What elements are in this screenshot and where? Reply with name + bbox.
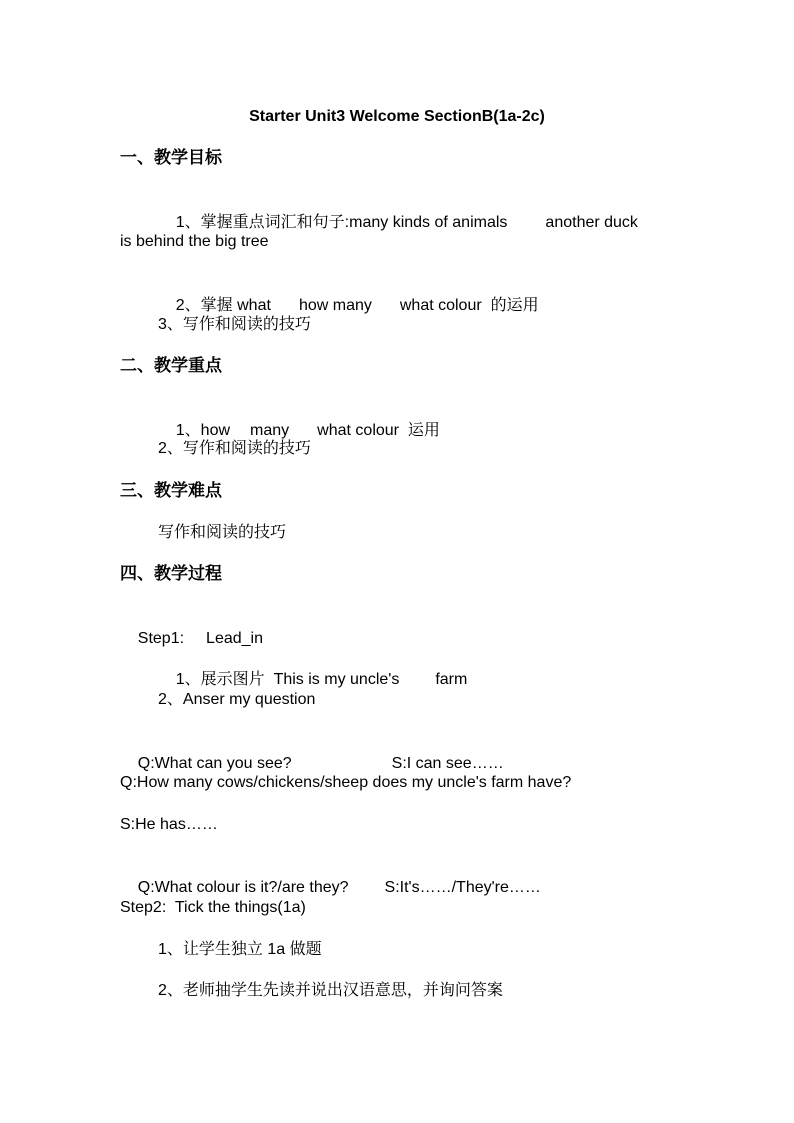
step1-item-2: 2、Anser my question <box>158 691 316 708</box>
goal-item-1-continued: is behind the big tree <box>120 233 269 250</box>
heading-difficulties: 三、教学难点 <box>120 481 222 500</box>
goal-item-3: 3、写作和阅读的技巧 <box>158 316 311 333</box>
heading-teaching-goals: 一、教学目标 <box>120 148 222 167</box>
key-point-2: 2、写作和阅读的技巧 <box>158 440 311 457</box>
step1-title: Lead_in <box>206 630 263 647</box>
key-point-1-many: many <box>250 422 290 439</box>
question-1: Q:What can you see? <box>137 755 292 772</box>
key-point-1-how: 1、how <box>175 422 231 439</box>
goal-item-2-what-colour: what colour 的运用 <box>399 297 539 314</box>
step1-item-1-text: 1、展示图片 This is my uncle's <box>175 671 400 688</box>
step2-heading: Step2: Tick the things(1a) <box>120 899 306 916</box>
key-point-1-what-colour: what colour 运用 <box>317 422 440 439</box>
step1-item-1-farm: farm <box>435 671 468 688</box>
heading-key-points: 二、教学重点 <box>120 356 222 375</box>
goal-item-2-how-many: how many <box>298 297 372 314</box>
document-title: Starter Unit3 Welcome SectionB(1a-2c) <box>249 108 545 125</box>
question-2: Q:How many cows/chickens/sheep does my uncle's farm have? <box>120 774 572 791</box>
difficulty-1: 写作和阅读的技巧 <box>158 524 287 541</box>
step1-label: Step1: <box>137 630 185 647</box>
step2-item-1: 1、让学生独立 1a 做题 <box>158 941 322 958</box>
question-3: Q:What colour is it?/are they? <box>137 879 349 896</box>
answer-1: S:I can see…… <box>391 755 504 772</box>
answer-2: S:He has…… <box>120 816 218 833</box>
goal-item-1-phrase: another duck <box>545 214 638 231</box>
goal-item-2-what: 2、掌握 what <box>175 297 271 314</box>
heading-teaching-process: 四、教学过程 <box>120 564 222 583</box>
goal-item-1-text: 1、掌握重点词汇和句子:many kinds of animals <box>175 214 508 231</box>
answer-3: S:It's……/They're…… <box>384 879 541 896</box>
step2-item-2: 2、老师抽学生先读并说出汉语意思，并询问答案 <box>158 982 503 999</box>
